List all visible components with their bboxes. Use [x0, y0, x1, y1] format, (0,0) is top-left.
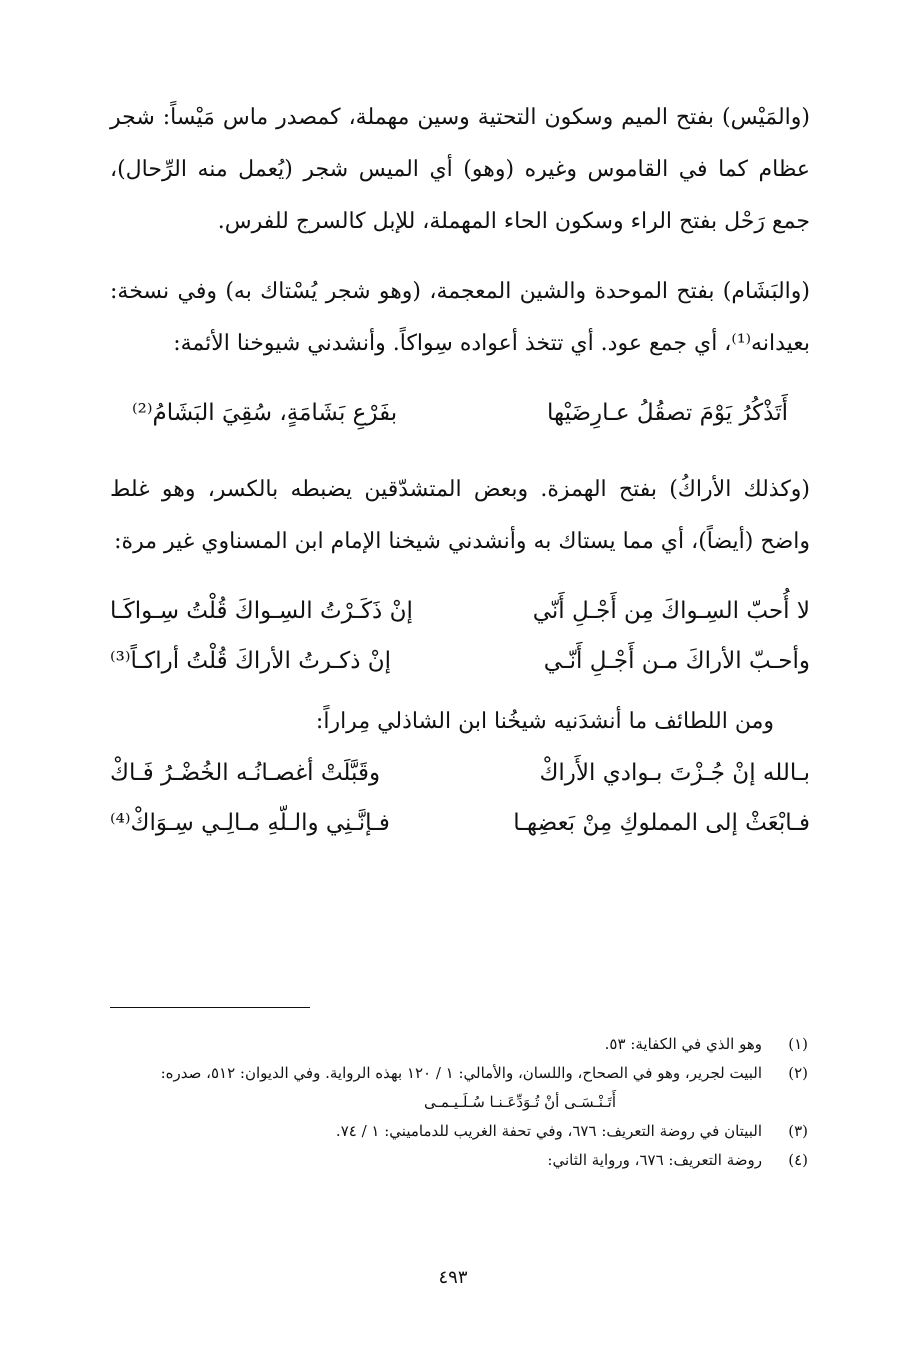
paragraph-maysh: (والمَيْس) بفتح الميم وسكون التحتية وسين مهملة، كمصدر ماس مَيْساً: شجر عظام كما في القاموس وغيره (وهو) أي الميس شجر (يُعمل منه الرِّحال)، جمع رَحْل بفتح الراء وسكون الحاء المهملة، للإبل كالسرج للفرس.: [110, 105, 810, 234]
footnote: [110, 1146, 810, 1175]
verse-hemistich: فـإنَّـنِي والـلّهِ مـالِـي سِـوَاكْ⁽⁴⁾: [110, 810, 390, 836]
footnote: [110, 1030, 810, 1059]
verse-line: [110, 748, 810, 798]
verse-hemistich: أَتَذْكُرُ يَوْمَ تصقُلُ عـارِضَيْها: [546, 400, 788, 426]
footnote: [110, 1059, 810, 1088]
footnote-number: (٤): [788, 1151, 808, 1169]
verse-line: [110, 586, 810, 636]
verse-hemistich: فـابْعَثْ إلى المملوكِ مِنْ بَعضِهـا: [513, 810, 810, 836]
footnote-number: (٣): [788, 1122, 808, 1140]
footnote-verse: أَتَـنْـسَـى أنْ تُـوَدِّعَـنـا سُـلَـيـمـى: [423, 1093, 617, 1111]
verse-line: [110, 388, 810, 438]
verse-hemistich: وأحـبّ الأراكَ مـن أَجْـلِ أَنّـي: [543, 648, 810, 674]
footnote-number: (٢): [788, 1064, 808, 1082]
main-text: [110, 92, 810, 848]
footnote-text: وهو الذي في الكفاية: ٥٣.: [604, 1035, 762, 1053]
verse-hemistich: وقَبَّلَتْ أغصـانُـه الخُضْـرُ فَـاكْ: [110, 760, 381, 786]
paragraph-basham: (والبَشَام) بفتح الموحدة والشين المعجمة، (وهو شجر يُسْتاك به) وفي نسخة: بعيدانه⁽¹⁾، أي جمع عود. أي تتخذ أعواده سِواكاً. وأنشدني شيوخنا الأئمة:: [110, 279, 810, 356]
footnote: [110, 1117, 810, 1146]
verse-hemistich: بـالله إنْ جُـزْتَ بـوادي الأَراكْ: [539, 760, 810, 786]
footnotes: [110, 1030, 810, 1175]
footnote-divider: [110, 1007, 310, 1008]
verse-hemistich: إنْ ذكـرتُ الأراكَ قُلْتُ أراكـاً⁽³⁾: [110, 648, 392, 674]
footnote-text: البيت لجرير، وهو في الصحاح، واللسان، والأمالي: ١ / ١٢٠ بهذه الرواية. وفي الديوان: ٥١٢، صدره:: [160, 1064, 762, 1082]
footnote-number: (١): [788, 1035, 808, 1053]
verse-line: [110, 798, 810, 848]
footnote-text: البيتان في روضة التعريف: ٦٧٦، وفي تحفة الغريب للدماميني: ١ / ٧٤.: [335, 1122, 762, 1140]
paragraph-arak: (وكذلك الأراكُ) بفتح الهمزة. وبعض المتشدّقين يضبطه بالكسر، وهو غلط واضح (أيضاً)، أي مما يستاك به وأنشدني شيخنا الإمام ابن المسناوي غير مرة:: [110, 477, 810, 554]
paragraph-lataif: ومن اللطائف ما أنشدَنيه شيخُنا ابن الشاذلي مِراراً:: [315, 709, 774, 734]
page-number: ٤٩٣: [438, 1267, 468, 1288]
verse-hemistich: لا أُحبّ السِـواكَ مِن أَجْـلِ أَنّي: [532, 598, 810, 624]
footnote-text: روضة التعريف: ٦٧٦، ورواية الثاني:: [547, 1151, 762, 1169]
verse-hemistich: بفَرْعِ بَشَامَةٍ، سُقِيَ البَشَامُ⁽²⁾: [132, 400, 398, 426]
verse-hemistich: إنْ ذَكَـرْتُ السِـواكَ قُلْتُ سِـواكَـا: [110, 598, 413, 624]
verse-line: [110, 636, 810, 686]
